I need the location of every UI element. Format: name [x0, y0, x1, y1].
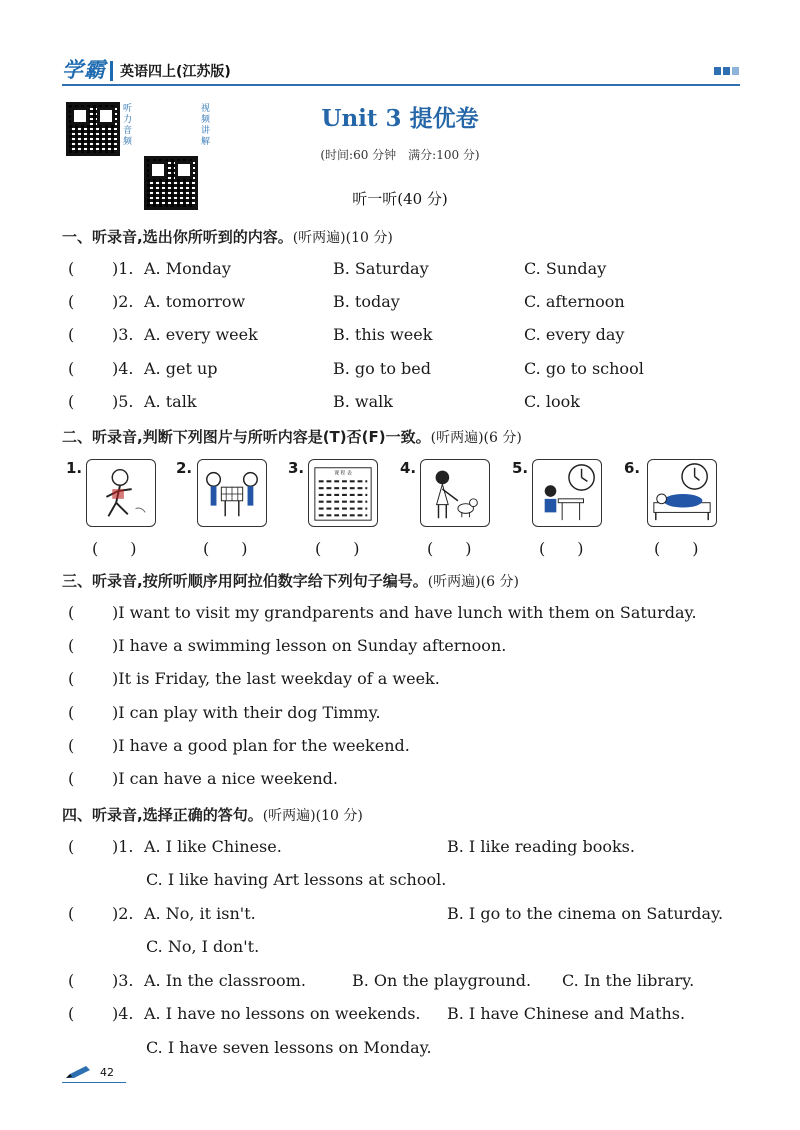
picture-number: 6. — [624, 459, 641, 477]
s4-row — [0, 971, 800, 995]
option-c: C. I have seven lessons on Monday. — [146, 1038, 432, 1057]
option-b: B. walk — [333, 392, 393, 411]
option-a: A. get up — [144, 359, 218, 378]
option-b: B. I have Chinese and Maths. — [447, 1004, 686, 1023]
option-b: B. On the playground. — [352, 971, 532, 990]
qr-label-audio: 听力音频 — [123, 104, 133, 147]
answer-paren[interactable]: ( — [68, 259, 75, 278]
brand-divider — [110, 61, 113, 81]
qr-label-video: 视频讲解 — [201, 104, 211, 147]
option-b: B. I like reading books. — [447, 837, 635, 856]
chess-players-icon — [197, 459, 267, 527]
header-rule — [62, 84, 740, 86]
answer-paren[interactable]: ( — [68, 703, 75, 722]
header-dots — [714, 67, 739, 75]
answer-paren[interactable]: ( ) — [654, 539, 699, 558]
item-number: )3. — [112, 325, 134, 344]
s3-row — [0, 636, 800, 660]
s1-row — [0, 259, 800, 283]
option-b: B. I go to the cinema on Saturday. — [447, 904, 724, 923]
option-b: B. today — [333, 292, 400, 311]
option-a: A. I like Chinese. — [144, 837, 282, 856]
item-number: )2. — [112, 904, 134, 923]
s1-row — [0, 292, 800, 316]
answer-paren[interactable]: ( — [68, 636, 75, 655]
answer-paren[interactable]: ( ) — [92, 539, 137, 558]
s3-row — [0, 736, 800, 760]
section4-heading-text: 四、听录音,选择正确的答句。 — [62, 806, 263, 824]
option-c: C. No, I don't. — [146, 937, 260, 956]
option-a: A. every week — [144, 325, 258, 344]
answer-paren[interactable]: ( — [68, 736, 75, 755]
picture-number: 2. — [176, 459, 193, 477]
option-c: C. I like having Art lessons at school. — [146, 870, 447, 889]
brand-header — [62, 54, 231, 84]
option-c: C. afternoon — [524, 292, 625, 311]
answer-paren[interactable]: ( — [68, 292, 75, 311]
option-b: B. go to bed — [333, 359, 431, 378]
picture-number: 1. — [66, 459, 83, 477]
sentence-text: )I want to visit my grandparents and have lunch with them on Saturday. — [112, 603, 697, 622]
section2-heading — [62, 426, 522, 447]
option-c: C. In the library. — [562, 971, 695, 990]
option-a: A. Monday — [144, 259, 231, 278]
s3-row — [0, 669, 800, 693]
sentence-text: )I can play with their dog Timmy. — [112, 703, 381, 722]
answer-paren[interactable]: ( — [68, 392, 75, 411]
item-number: )2. — [112, 292, 134, 311]
picture-number: 5. — [512, 459, 529, 477]
s4-row — [0, 870, 800, 894]
s4-row — [0, 1038, 800, 1062]
timetable-icon — [308, 459, 378, 527]
answer-paren[interactable]: ( ) — [539, 539, 584, 558]
picture-number: 3. — [288, 459, 305, 477]
sentence-text: )I have a good plan for the weekend. — [112, 736, 410, 755]
pencil-icon — [64, 1064, 94, 1084]
answer-paren[interactable]: ( — [68, 837, 75, 856]
footer-rule — [62, 1082, 126, 1083]
answer-paren[interactable]: ( — [68, 971, 75, 990]
item-number: )3. — [112, 971, 134, 990]
sentence-text: )I can have a nice weekend. — [112, 769, 338, 788]
svg-text:课 程 表: 课 程 表 — [334, 470, 352, 477]
option-a: A. In the classroom. — [144, 971, 306, 990]
time-info: (时间:60 分钟 满分:100 分) — [320, 148, 480, 162]
item-number: )5. — [112, 392, 134, 411]
brand-logo: 学霸 — [62, 58, 106, 82]
section2-heading-text: 二、听录音,判断下列图片与所听内容是(T)否(F)一致。 — [62, 428, 431, 446]
option-c: C. Sunday — [524, 259, 607, 278]
section3-note: (听两遍)(6 分) — [427, 574, 519, 590]
subject-label: 英语四上(江苏版) — [120, 64, 231, 80]
section1-note: (听两遍)(10 分) — [292, 230, 393, 246]
sentence-text: )I have a swimming lesson on Sunday afternoon. — [112, 636, 507, 655]
s4-row — [0, 937, 800, 961]
option-a: A. No, it isn't. — [144, 904, 256, 923]
answer-paren[interactable]: ( ) — [203, 539, 248, 558]
part-title: 听一听(40 分) — [352, 190, 448, 208]
s3-row — [0, 603, 800, 627]
page-number: 42 — [100, 1066, 114, 1079]
section3-heading-text: 三、听录音,按所听顺序用阿拉伯数字给下列句子编号。 — [62, 572, 428, 590]
sleeping-clock-icon — [647, 459, 717, 527]
answer-paren[interactable]: ( — [68, 1004, 75, 1023]
page-title: Unit 3 提优卷 — [321, 105, 479, 132]
answer-paren[interactable]: ( — [68, 669, 75, 688]
section4-note: (听两遍)(10 分) — [262, 808, 363, 824]
section4-heading — [62, 804, 363, 825]
s1-row — [0, 359, 800, 383]
s4-row — [0, 837, 800, 861]
s4-row — [0, 904, 800, 928]
boy-at-desk-clock-icon — [532, 459, 602, 527]
s3-row — [0, 769, 800, 793]
option-b: B. Saturday — [333, 259, 429, 278]
answer-paren[interactable]: ( — [68, 359, 75, 378]
s1-row — [0, 325, 800, 349]
running-boy-icon — [86, 459, 156, 527]
option-b: B. this week — [333, 325, 433, 344]
option-a: A. talk — [144, 392, 197, 411]
picture-number: 4. — [400, 459, 417, 477]
section1-heading — [62, 226, 393, 247]
item-number: )1. — [112, 837, 134, 856]
option-a: A. I have no lessons on weekends. — [144, 1004, 421, 1023]
item-number: )1. — [112, 259, 134, 278]
section3-heading — [62, 570, 519, 591]
s4-row — [0, 1004, 800, 1028]
item-number: )4. — [112, 359, 134, 378]
sentence-text: )It is Friday, the last weekday of a week. — [112, 669, 440, 688]
answer-paren[interactable]: ( ) — [315, 539, 360, 558]
option-a: A. tomorrow — [144, 292, 246, 311]
option-c: C. every day — [524, 325, 625, 344]
option-c: C. go to school — [524, 359, 644, 378]
answer-paren[interactable]: ( — [68, 769, 75, 788]
s1-row — [0, 392, 800, 416]
answer-paren[interactable]: ( ) — [427, 539, 472, 558]
answer-paren[interactable]: ( — [68, 904, 75, 923]
answer-paren[interactable]: ( — [68, 325, 75, 344]
section1-heading-text: 一、听录音,选出你所听到的内容。 — [62, 228, 293, 246]
answer-paren[interactable]: ( — [68, 603, 75, 622]
option-c: C. look — [524, 392, 580, 411]
section2-note: (听两遍)(6 分) — [430, 430, 522, 446]
girl-with-dog-icon — [420, 459, 490, 527]
s3-row — [0, 703, 800, 727]
item-number: )4. — [112, 1004, 134, 1023]
